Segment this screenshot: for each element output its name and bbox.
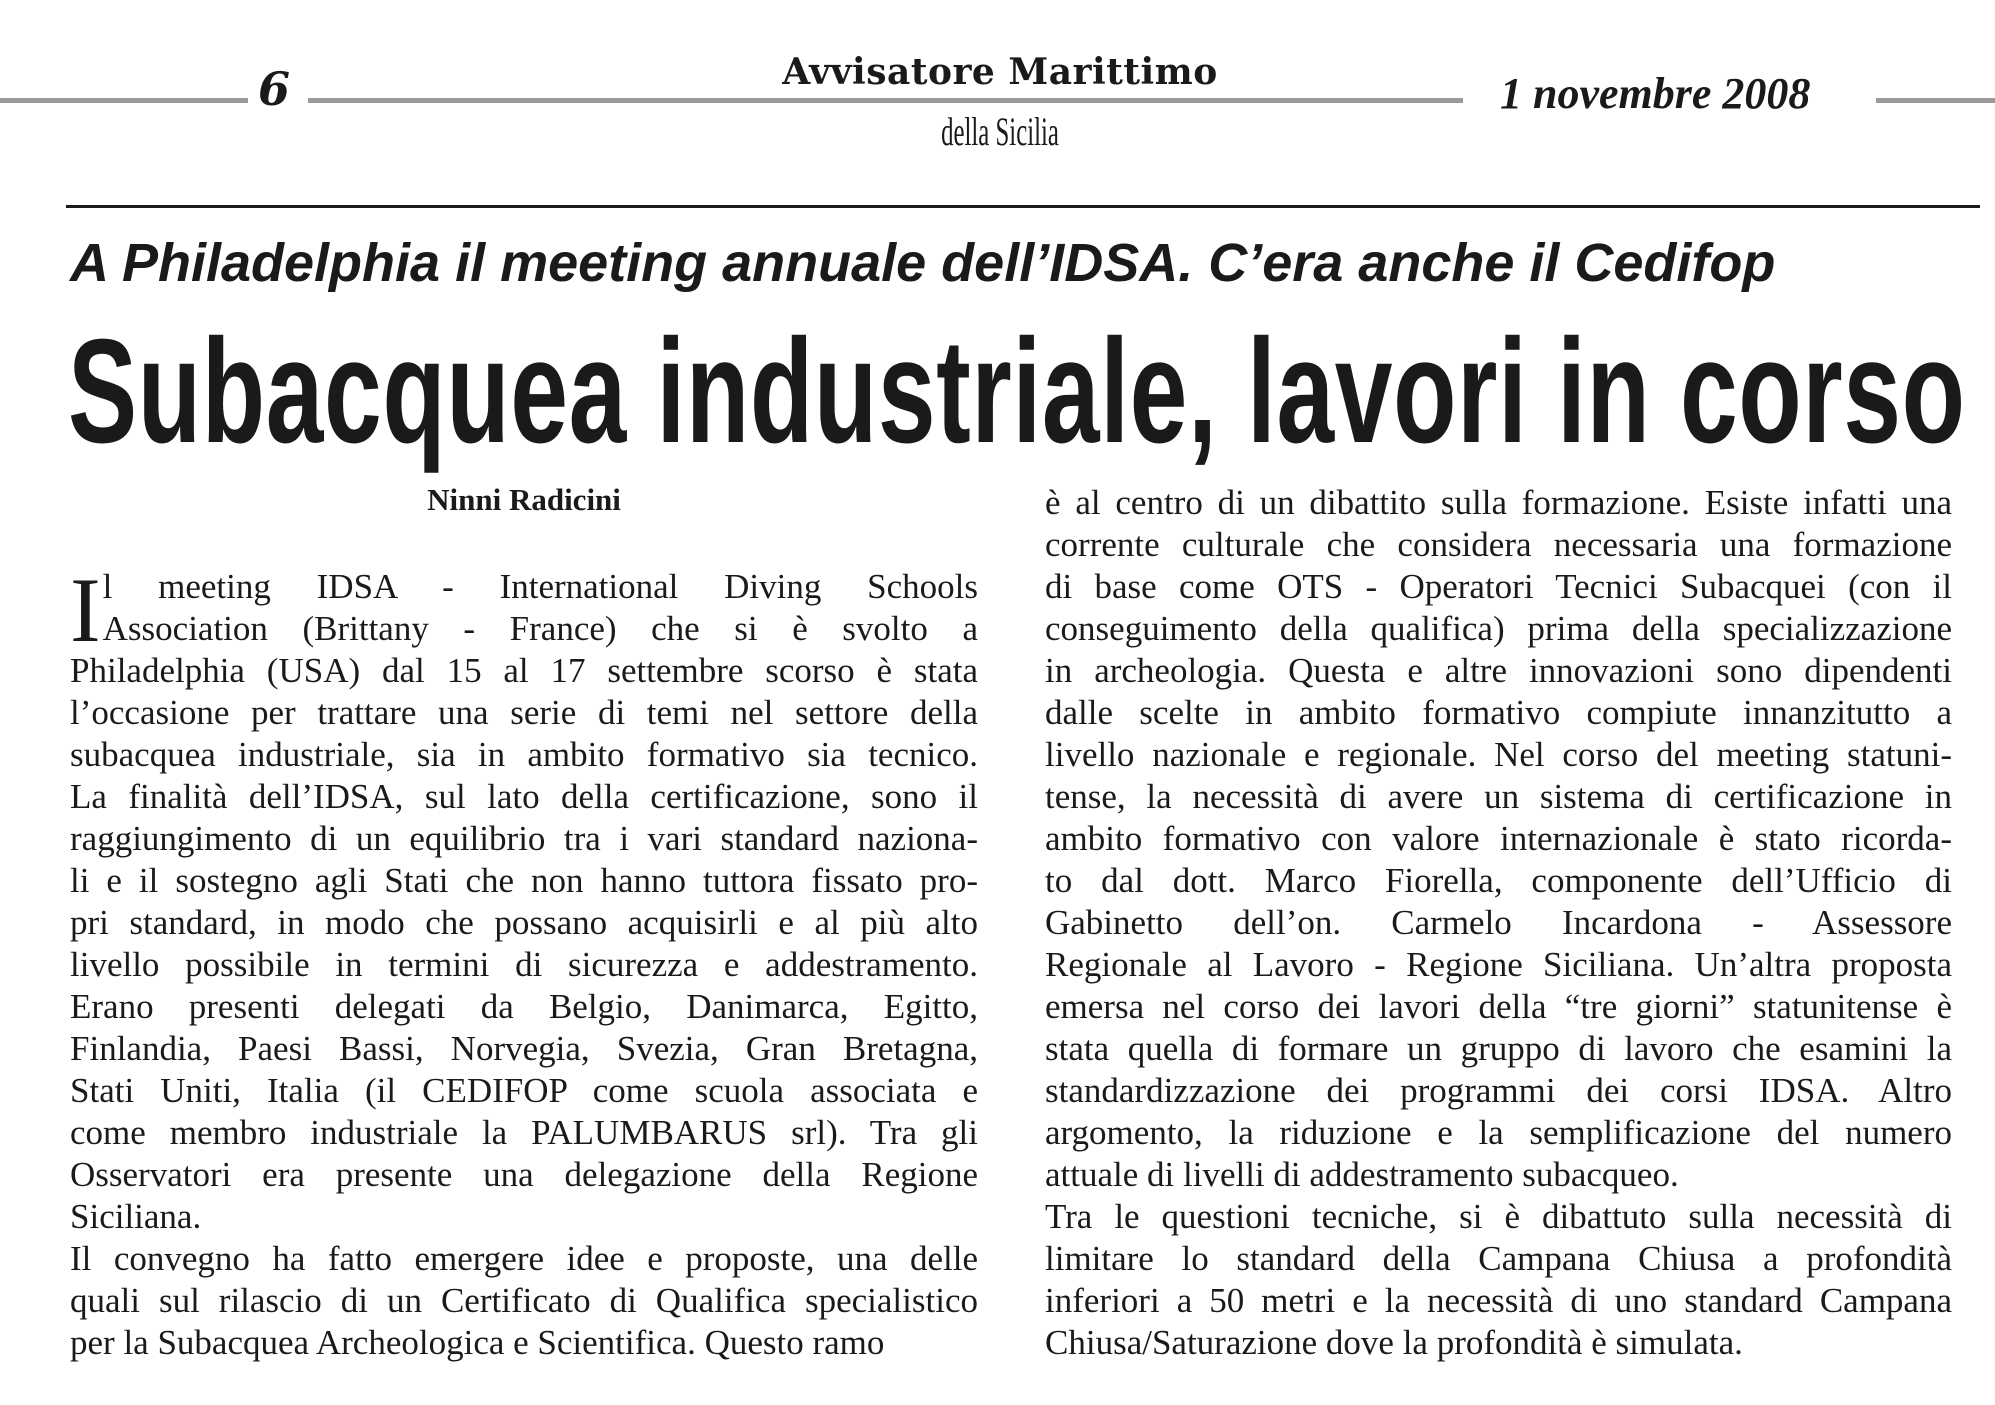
text-line: raggiungimento di un equilibrio tra i vari standard naziona- [70,819,978,858]
text-line: quali sul rilascio di un Certificato di Qualifica specialistico [70,1281,978,1320]
text-line: emersa nel corso dei lavori della “tre giorni” statunitense è [1045,987,1952,1026]
article-byline: Ninni Radicini [427,482,621,517]
text-line: conseguimento della qualifica) prima della specializzazione [1045,609,1952,648]
text-line: Osservatori era presente una delegazione della Regione [70,1155,978,1194]
text-line: l’occasione per trattare una serie di temi nel settore della [70,693,978,732]
text-line: è al centro di un dibattito sulla formazione. Esiste infatti una [1045,483,1952,522]
text-line: pri standard, in modo che possano acquisirli e al più alto [70,903,978,942]
header-rule-center [308,98,1463,103]
text-line: La finalità dell’IDSA, sul lato della certificazione, sono il [70,777,978,816]
header-rule-left [0,98,248,103]
text-line: come membro industriale la PALUMBARUS srl). Tra gli [70,1113,978,1152]
text-line: Philadelphia (USA) dal 15 al 17 settembre scorso è stata [70,651,978,690]
text-line: livello possibile in termini di sicurezza e addestramento. [70,945,978,984]
masthead-title: Avvisatore Marittimo [782,51,1218,93]
header-rule-right [1876,98,1995,103]
article-column-left [70,480,978,1364]
text-line: ambito formativo con valore internazionale è stato ricorda- [1045,819,1952,858]
text-line: Finlandia, Paesi Bassi, Norvegia, Svezia, Gran Bretagna, [70,1029,978,1068]
text-line: livello nazionale e regionale. Nel corso del meeting statuni- [1045,735,1952,774]
text-line: Siciliana. [70,1197,202,1236]
text-line: standardizzazione dei programmi dei corsi IDSA. Altro [1045,1071,1952,1110]
text-line: di base come OTS - Operatori Tecnici Subacquei (con il [1045,567,1952,606]
masthead-subtitle: della Sicilia [941,109,1059,154]
text-line: inferiori a 50 metri e la necessità di uno standard Campana [1045,1281,1952,1320]
article-column-right [1045,482,1952,1364]
right-column-body [1045,482,1952,1364]
text-line: Stati Uniti, Italia (il CEDIFOP come scuola associata e [70,1071,978,1110]
text-line: argomento, la riduzione e la semplificazione del numero [1045,1113,1952,1152]
text-line: stata quella di formare un gruppo di lavoro che esamini la [1045,1029,1952,1068]
page-number: 6 [258,62,291,116]
text-line: limitare lo standard della Campana Chiusa a profondità [1045,1239,1952,1278]
text-line: Il convegno ha fatto emergere idee e proposte, una delle [70,1239,978,1278]
text-line: Association (Brittany - France) che si è svolto a [102,609,978,648]
text-line: per la Subacquea Archeologica e Scientifica. Questo ramo [70,1323,885,1362]
text-line: Erano presenti delegati da Belgio, Danimarca, Egitto, [70,987,978,1026]
text-line: attuale di livelli di addestramento subacqueo. [1045,1155,1679,1194]
text-line: li e il sostegno agli Stati che non hanno tuttora fissato pro- [70,861,978,900]
issue-date: 1 novembre 2008 [1500,69,1811,118]
header-divider [66,205,1980,208]
text-line: in archeologia. Questa e altre innovazioni sono dipendenti [1045,651,1952,690]
text-line: dalle scelte in ambito formativo compiute innanzitutto a [1045,693,1952,732]
text-line: tense, la necessità di avere un sistema di certificazione in [1045,777,1952,816]
drop-cap: I [70,559,101,661]
article-headline: Subacquea industriale, lavori in corso [68,309,1966,474]
article-kicker: A Philadelphia il meeting annuale dell’IDSA. C’era anche il Cedifop [70,233,1776,293]
first-paragraph-opening [70,559,978,661]
text-line: Gabinetto dell’on. Carmelo Incardona - Assessore [1045,903,1952,942]
text-line: subacquea industriale, sia in ambito formativo sia tecnico. [70,735,978,774]
text-line: Chiusa/Saturazione dove la profondità è simulata. [1045,1323,1743,1362]
text-line: Tra le questioni tecniche, si è dibattuto sulla necessità di [1045,1197,1952,1236]
text-line: l meeting IDSA - International Diving Schools [102,567,978,606]
text-line: Regionale al Lavoro - Regione Siciliana. Un’altra proposta [1045,945,1952,984]
text-line: corrente culturale che considera necessaria una formazione [1045,525,1952,564]
left-column-body [70,650,978,1364]
text-line: to dal dott. Marco Fiorella, componente dell’Ufficio di [1045,861,1952,900]
